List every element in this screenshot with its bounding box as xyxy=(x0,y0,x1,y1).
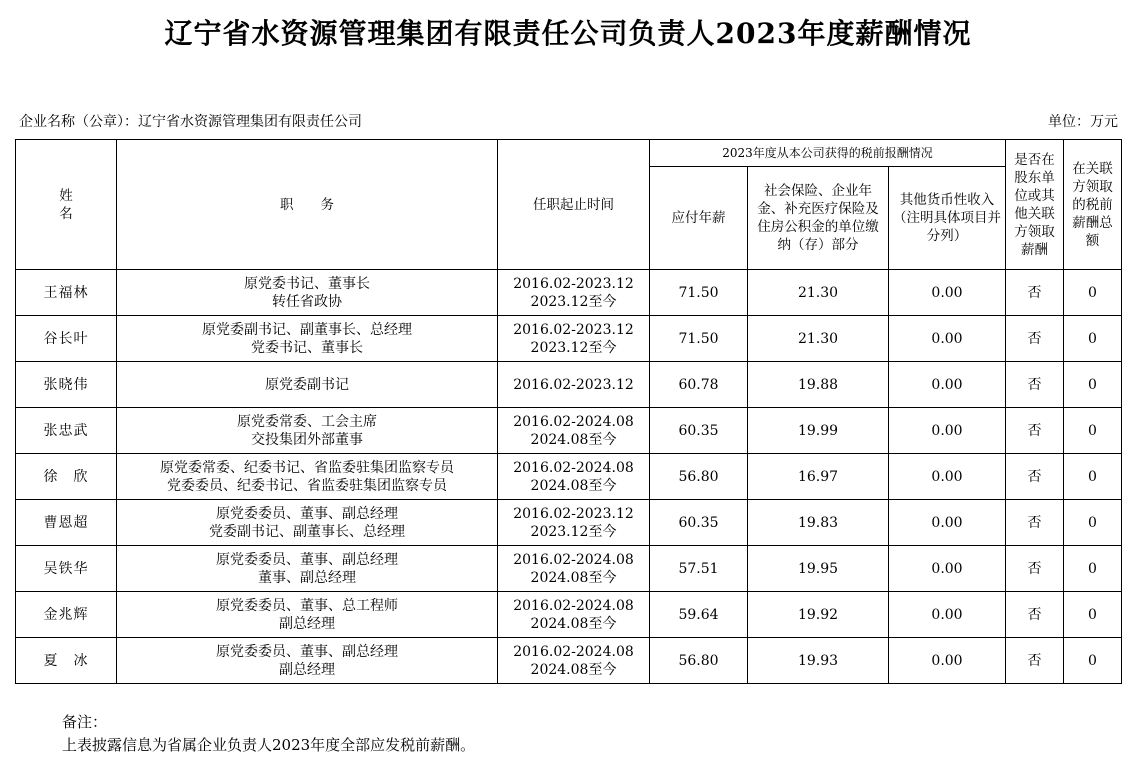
cell-salary-line: 60.35 xyxy=(678,422,719,439)
cell-salary xyxy=(650,316,748,362)
cell-name-line: 金兆辉 xyxy=(43,606,89,623)
cell-tenure xyxy=(498,362,650,408)
cell-shareholder-paid xyxy=(1006,316,1064,362)
cell-tenure-line: 2023.12至今 xyxy=(530,293,617,310)
cell-position xyxy=(117,362,498,408)
cell-tenure-line: 2016.02-2024.08 xyxy=(513,459,634,476)
cell-shareholder-paid xyxy=(1006,454,1064,500)
cell-shareholder-paid xyxy=(1006,270,1064,316)
cell-position-line: 董事、副总经理 xyxy=(258,569,356,586)
cell-related-total xyxy=(1064,270,1122,316)
cell-tenure xyxy=(498,638,650,684)
cell-related-total xyxy=(1064,362,1122,408)
cell-salary-line: 59.64 xyxy=(678,606,719,623)
cell-tenure xyxy=(498,546,650,592)
cell-related-total xyxy=(1064,638,1122,684)
cell-shareholder-paid-line: 否 xyxy=(1027,422,1042,439)
cell-name-line: 张忠武 xyxy=(43,422,89,439)
cell-related-total xyxy=(1064,454,1122,500)
cell-salary xyxy=(650,454,748,500)
cell-insurance-line: 21.30 xyxy=(797,284,839,301)
cell-related-total-line: 0 xyxy=(1088,284,1097,301)
notes xyxy=(62,711,475,757)
cell-tenure-line: 2024.08至今 xyxy=(530,661,617,678)
cell-name xyxy=(16,362,117,408)
table-header xyxy=(16,140,1122,270)
cell-tenure-line: 2016.02-2023.12 xyxy=(513,275,634,292)
salary-table xyxy=(15,139,1122,684)
cell-position-line: 原党委委员、董事、总工程师 xyxy=(216,597,398,614)
cell-other-income-line: 0.00 xyxy=(931,514,963,531)
cell-salary xyxy=(650,546,748,592)
cell-tenure-line: 2016.02-2024.08 xyxy=(513,643,634,660)
cell-insurance-line: 19.93 xyxy=(797,652,839,669)
cell-insurance xyxy=(748,408,889,454)
table-body xyxy=(16,270,1122,684)
cell-shareholder-paid-line: 否 xyxy=(1027,376,1042,393)
cell-salary-line: 56.80 xyxy=(678,468,719,485)
cell-salary xyxy=(650,592,748,638)
cell-position-line: 原党委常委、工会主席 xyxy=(237,413,377,430)
table-row xyxy=(16,316,1122,362)
cell-shareholder-paid xyxy=(1006,362,1064,408)
cell-related-total xyxy=(1064,408,1122,454)
cell-tenure-line: 2024.08至今 xyxy=(530,569,617,586)
cell-position-line: 原党委委员、董事、副总经理 xyxy=(216,643,398,660)
header-position: 职 务 xyxy=(117,140,498,270)
cell-other-income xyxy=(889,362,1006,408)
cell-shareholder-paid-line: 否 xyxy=(1027,468,1042,485)
cell-tenure-line: 2016.02-2024.08 xyxy=(513,597,634,614)
cell-insurance-line: 19.99 xyxy=(797,422,839,439)
cell-related-total xyxy=(1064,316,1122,362)
page-title: 辽宁省水资源管理集团有限责任公司负责人2023年度薪酬情况 xyxy=(164,17,972,50)
table-row xyxy=(16,638,1122,684)
cell-related-total-line: 0 xyxy=(1088,560,1097,577)
cell-name-line: 吴铁华 xyxy=(43,560,89,577)
cell-tenure-line: 2016.02-2024.08 xyxy=(513,551,634,568)
unit-label: 单位：万元 xyxy=(1048,114,1118,130)
cell-name-line: 徐 欣 xyxy=(43,468,89,485)
cell-insurance-line: 19.83 xyxy=(797,514,839,531)
cell-other-income xyxy=(889,270,1006,316)
cell-shareholder-paid-line: 否 xyxy=(1027,330,1042,347)
cell-other-income-line: 0.00 xyxy=(931,468,963,485)
cell-tenure xyxy=(498,454,650,500)
cell-name xyxy=(16,454,117,500)
header-related-total: 在关联方领取的税前薪酬总额 xyxy=(1064,140,1122,270)
cell-position xyxy=(117,638,498,684)
company-name-label: 企业名称（公章）：辽宁省水资源管理集团有限责任公司 xyxy=(19,114,362,130)
cell-other-income-line: 0.00 xyxy=(931,606,963,623)
cell-tenure-line: 2016.02-2024.08 xyxy=(513,413,634,430)
cell-position-line: 原党委委员、董事、副总经理 xyxy=(216,505,398,522)
cell-tenure-line: 2024.08至今 xyxy=(530,431,617,448)
cell-salary-line: 71.50 xyxy=(678,284,719,301)
cell-salary-line: 57.51 xyxy=(678,560,719,577)
cell-shareholder-paid xyxy=(1006,638,1064,684)
cell-shareholder-paid xyxy=(1006,408,1064,454)
cell-position-line: 党委副书记、副董事长、总经理 xyxy=(209,523,405,540)
cell-insurance xyxy=(748,316,889,362)
cell-shareholder-paid xyxy=(1006,592,1064,638)
cell-name xyxy=(16,316,117,362)
cell-insurance xyxy=(748,638,889,684)
header-other-income: 其他货币性收入（注明具体项目并分列） xyxy=(889,167,1006,270)
cell-tenure xyxy=(498,316,650,362)
header-shareholder-paid: 是否在股东单位或其他关联方领取薪酬 xyxy=(1006,140,1064,270)
cell-position-line: 转任省政协 xyxy=(272,293,342,310)
cell-tenure-line: 2023.12至今 xyxy=(530,339,617,356)
cell-other-income xyxy=(889,546,1006,592)
cell-other-income xyxy=(889,592,1006,638)
cell-tenure xyxy=(498,500,650,546)
cell-related-total-line: 0 xyxy=(1088,652,1097,669)
cell-shareholder-paid-line: 否 xyxy=(1027,560,1042,577)
cell-related-total-line: 0 xyxy=(1088,514,1097,531)
header-pretax-group: 2023年度从本公司获得的税前报酬情况 xyxy=(650,140,1006,167)
table-row xyxy=(16,546,1122,592)
cell-position xyxy=(117,546,498,592)
cell-position xyxy=(117,500,498,546)
cell-position xyxy=(117,454,498,500)
cell-name xyxy=(16,500,117,546)
cell-related-total xyxy=(1064,500,1122,546)
cell-insurance xyxy=(748,592,889,638)
cell-tenure-line: 2024.08至今 xyxy=(530,477,617,494)
cell-name xyxy=(16,592,117,638)
cell-name xyxy=(16,638,117,684)
notes-text: 上表披露信息为省属企业负责人2023年度全部应发税前薪酬。 xyxy=(62,736,476,754)
header-name: 姓 名 xyxy=(16,140,117,270)
cell-salary-line: 60.35 xyxy=(678,514,719,531)
cell-position xyxy=(117,592,498,638)
header-tenure: 任职起止时间 xyxy=(498,140,650,270)
cell-insurance-line: 19.95 xyxy=(797,560,839,577)
cell-other-income xyxy=(889,454,1006,500)
cell-position-line: 原党委常委、纪委书记、省监委驻集团监察专员 xyxy=(160,459,454,476)
cell-position-line: 原党委书记、董事长 xyxy=(244,275,370,292)
cell-tenure-line: 2016.02-2023.12 xyxy=(513,376,634,393)
cell-insurance-line: 19.92 xyxy=(797,606,839,623)
cell-other-income xyxy=(889,316,1006,362)
cell-shareholder-paid xyxy=(1006,546,1064,592)
cell-other-income-line: 0.00 xyxy=(931,560,963,577)
cell-name-line: 曹恩超 xyxy=(43,514,89,531)
cell-name-line: 谷长叶 xyxy=(43,330,89,347)
cell-insurance xyxy=(748,500,889,546)
table-row xyxy=(16,500,1122,546)
cell-tenure-line: 2016.02-2023.12 xyxy=(513,505,634,522)
cell-insurance-line: 19.88 xyxy=(797,376,839,393)
cell-name-line: 王福林 xyxy=(43,284,89,301)
cell-salary xyxy=(650,362,748,408)
cell-name xyxy=(16,270,117,316)
cell-position-line: 原党委副书记 xyxy=(265,376,349,393)
cell-position-line: 交投集团外部董事 xyxy=(251,431,363,448)
cell-insurance xyxy=(748,454,889,500)
table-row xyxy=(16,592,1122,638)
cell-other-income-line: 0.00 xyxy=(931,422,963,439)
cell-related-total-line: 0 xyxy=(1088,422,1097,439)
table-row xyxy=(16,362,1122,408)
cell-insurance xyxy=(748,546,889,592)
cell-position-line: 党委委员、纪委书记、省监委驻集团监察专员 xyxy=(167,477,447,494)
cell-name-line: 张晓伟 xyxy=(43,376,89,393)
cell-position xyxy=(117,316,498,362)
cell-salary-line: 56.80 xyxy=(678,652,719,669)
cell-position-line: 原党委副书记、副董事长、总经理 xyxy=(202,321,412,338)
notes-label: 备注： xyxy=(62,713,108,731)
cell-insurance-line: 16.97 xyxy=(797,468,839,485)
table-row xyxy=(16,454,1122,500)
cell-salary xyxy=(650,270,748,316)
cell-position xyxy=(117,270,498,316)
cell-shareholder-paid-line: 否 xyxy=(1027,284,1042,301)
cell-shareholder-paid xyxy=(1006,500,1064,546)
cell-salary-line: 71.50 xyxy=(678,330,719,347)
cell-position-line: 副总经理 xyxy=(279,661,335,678)
cell-related-total-line: 0 xyxy=(1088,468,1097,485)
cell-other-income xyxy=(889,638,1006,684)
cell-related-total xyxy=(1064,546,1122,592)
cell-salary xyxy=(650,638,748,684)
cell-tenure-line: 2024.08至今 xyxy=(530,615,617,632)
cell-related-total xyxy=(1064,592,1122,638)
cell-other-income-line: 0.00 xyxy=(931,330,963,347)
cell-tenure xyxy=(498,270,650,316)
cell-salary-line: 60.78 xyxy=(678,376,719,393)
cell-tenure-line: 2016.02-2023.12 xyxy=(513,321,634,338)
cell-tenure xyxy=(498,592,650,638)
header-salary: 应付年薪 xyxy=(650,167,748,270)
table-row xyxy=(16,408,1122,454)
table-row xyxy=(16,270,1122,316)
cell-other-income xyxy=(889,408,1006,454)
cell-related-total-line: 0 xyxy=(1088,606,1097,623)
cell-other-income-line: 0.00 xyxy=(931,652,963,669)
cell-tenure xyxy=(498,408,650,454)
cell-position xyxy=(117,408,498,454)
cell-salary xyxy=(650,408,748,454)
cell-shareholder-paid-line: 否 xyxy=(1027,606,1042,623)
cell-salary xyxy=(650,500,748,546)
cell-insurance xyxy=(748,362,889,408)
cell-position-line: 党委书记、董事长 xyxy=(251,339,363,356)
cell-position-line: 原党委委员、董事、副总经理 xyxy=(216,551,398,568)
cell-other-income-line: 0.00 xyxy=(931,376,963,393)
header-insurance: 社会保险、企业年金、补充医疗保险及住房公积金的单位缴纳（存）部分 xyxy=(748,167,889,270)
cell-related-total-line: 0 xyxy=(1088,376,1097,393)
cell-tenure-line: 2023.12至今 xyxy=(530,523,617,540)
cell-related-total-line: 0 xyxy=(1088,330,1097,347)
cell-shareholder-paid-line: 否 xyxy=(1027,514,1042,531)
cell-insurance xyxy=(748,270,889,316)
cell-name-line: 夏 冰 xyxy=(43,652,89,669)
cell-other-income-line: 0.00 xyxy=(931,284,963,301)
cell-name xyxy=(16,546,117,592)
cell-position-line: 副总经理 xyxy=(279,615,335,632)
cell-other-income xyxy=(889,500,1006,546)
cell-name xyxy=(16,408,117,454)
cell-shareholder-paid-line: 否 xyxy=(1027,652,1042,669)
cell-insurance-line: 21.30 xyxy=(797,330,839,347)
